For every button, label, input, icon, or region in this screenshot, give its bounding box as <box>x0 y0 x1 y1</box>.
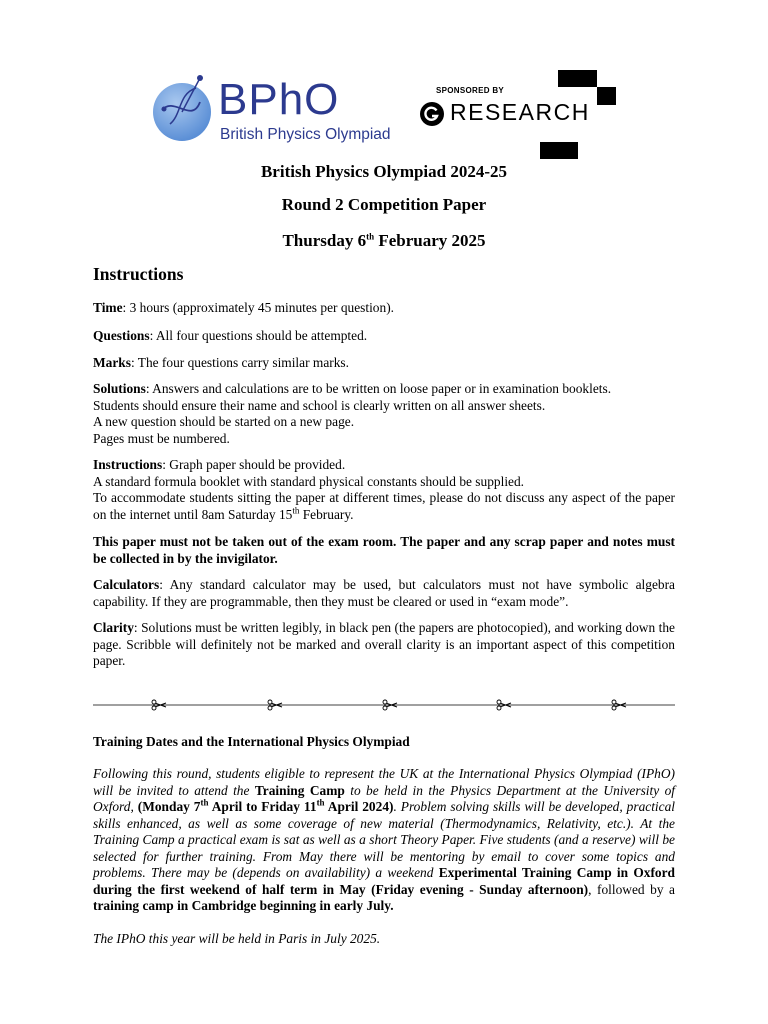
g-research-icon <box>420 102 444 126</box>
paper-date: Thursday 6th February 2025 <box>282 231 486 250</box>
cut-line <box>93 694 675 714</box>
paper-title: British Physics Olympiad 2024-25 <box>260 162 508 181</box>
clarity-paragraph: Clarity: Solutions must be written legibly, in black pen (the papers are photocopied), and working down the page. Scribble will definitely not be marked and overall clarity is an important aspect of this competition paper. <box>93 620 675 668</box>
questions-paragraph: Questions: All four questions should be attempted. <box>93 328 368 343</box>
sponsor-decor-block <box>597 87 616 105</box>
time-paragraph: Time: 3 hours (approximately 45 minutes per question). <box>93 300 394 315</box>
sponsor-decor-block <box>540 142 578 159</box>
paper-round: Round 2 Competition Paper <box>281 195 487 214</box>
solutions-paragraph: Solutions: Answers and calculations are to be written on loose paper or in examination booklets. Students should ensure their name and school is clearly written on all answer sheets. A new question should be started on a new page. Pages must be numbered. <box>93 381 612 446</box>
bpho-logo-subtitle: British Physics Olympiad <box>220 126 391 143</box>
sponsor-name: RESEARCH <box>450 99 590 125</box>
bpho-logo-text: BPhO <box>218 75 340 124</box>
sponsor-label: SPONSORED BY <box>436 86 505 95</box>
training-heading: Training Dates and the International Physics Olympiad <box>93 734 410 749</box>
ipho-closing-line: The IPhO this year will be held in Paris in July 2025. <box>93 931 381 946</box>
training-paragraph: Following this round, students eligible to represent the UK at the International Physics Olympiad (IPhO) will be invited to attend the Training Camp to be held in the Physics Department at the University of Oxford, (Monday 7th April to Friday 11th April 2024). Problem solving skills will be developed, practical skills enhanced, as well as some coverage of new material (Thermodynamics, Relativity, etc.). At the Training Camp a practical exam is sat as well as a short Theory Paper. Five students (and a reserve) will be selected for further training. From May there will be mentoring by email to cover some topics and problems. There may be (depends on availability) a weekend Experimental Training Camp in Oxford during the first weekend of half term in May (Friday evening - Sunday afternoon), followed by a training camp in Cambridge beginning in early July. <box>93 766 676 913</box>
marks-paragraph: Marks: The four questions carry similar marks. <box>93 355 349 370</box>
warning-paragraph: This paper must not be taken out of the exam room. The paper and any scrap paper and notes must be collected in by the invigilator. <box>93 534 675 566</box>
instructions-heading: Instructions <box>93 264 184 284</box>
calculators-paragraph: Calculators: Any standard calculator may be used, but calculators must not have symbolic algebra capability. If they are programmable, then they must be cleared or used in “exam mode”. <box>93 577 675 609</box>
sponsor-decor-block <box>558 70 597 87</box>
instructions-paragraph: Instructions: Graph paper should be provided. A standard formula booklet with standard physical constants should be supplied. To accommodate students sitting the paper at different times, please do not discuss any aspect of the paper on the internet until 8am Saturday 15th February. <box>93 457 675 522</box>
